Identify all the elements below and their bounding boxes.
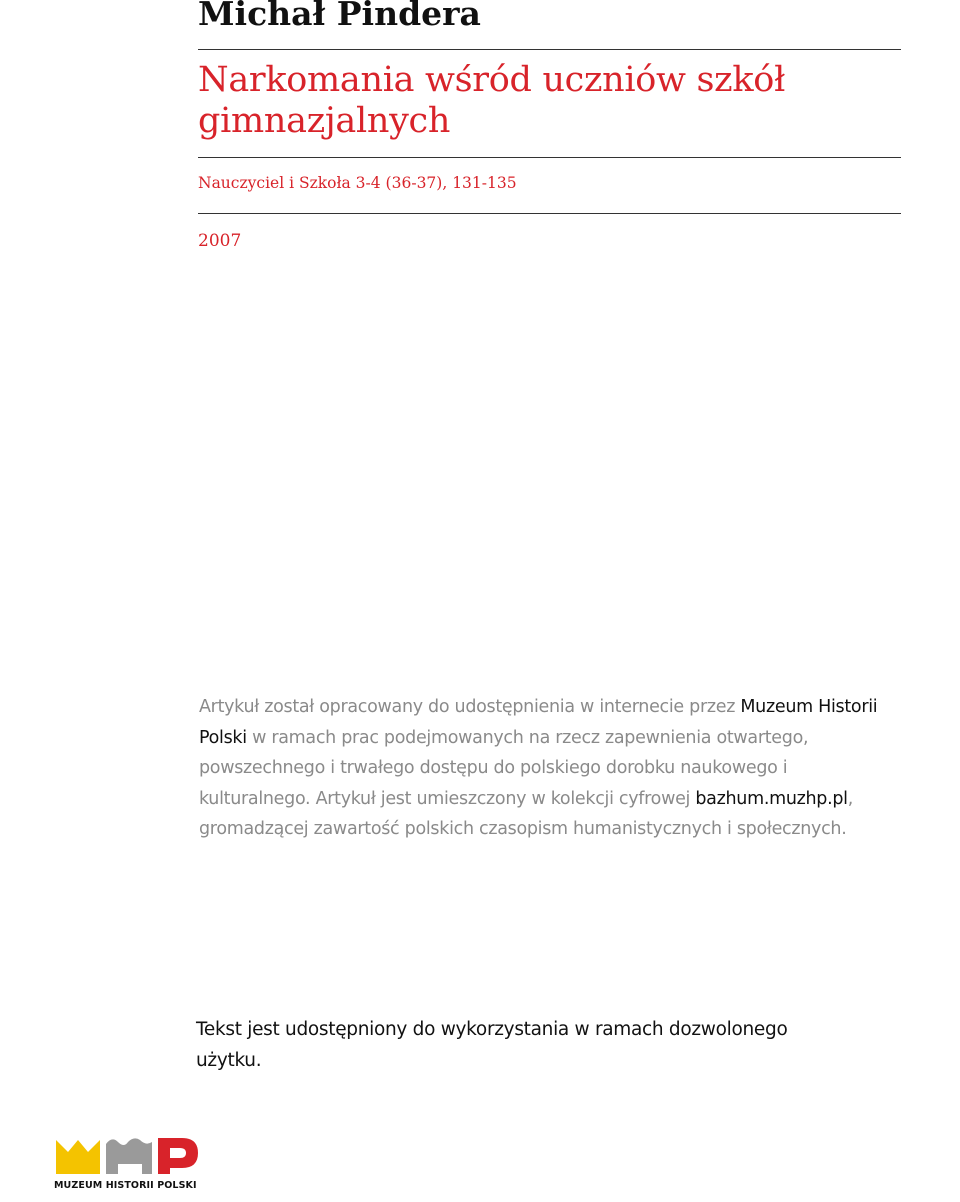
logo-h-shape xyxy=(106,1138,152,1174)
usage-statement: Tekst jest udostępniony do wykorzystania w ramach dozwolonego użytku. xyxy=(196,1019,788,1071)
article-title: Narkomania wśród uczniów szkół gimnazjalnych xyxy=(198,60,786,141)
notice-text-1: Artykuł został opracowany do udostępnienia w internecie przez xyxy=(199,697,741,717)
availability-notice xyxy=(199,692,899,845)
publication-year: 2007 xyxy=(198,231,242,251)
logo-caption: MUZEUM HISTORII POLSKI xyxy=(54,1180,197,1191)
logo-m-shape xyxy=(56,1140,100,1174)
notice-text-3: , gromadzącej zawartość polskich czasopism humanistycznych i społecznych. xyxy=(199,788,854,839)
divider-title xyxy=(198,157,901,158)
author-name: Michał Pindera xyxy=(198,0,481,33)
notice-text-2: w ramach prac podejmowanych na rzecz zapewnienia otwartego, powszechnego i trwałego dostępu do polskiego dorobku naukowego i kulturalnego. Artykuł jest umieszczony w kolekcji cyfrowej xyxy=(199,727,809,809)
logo-p-shape xyxy=(158,1138,198,1174)
divider-source xyxy=(198,213,901,214)
divider-top xyxy=(198,49,901,50)
collection-link[interactable]: bazhum.muzhp.pl xyxy=(695,788,848,809)
source-citation: Nauczyciel i Szkoła 3-4 (36-37), 131-135 xyxy=(198,174,517,192)
institution-name: Muzeum Historii Polski xyxy=(199,697,878,748)
